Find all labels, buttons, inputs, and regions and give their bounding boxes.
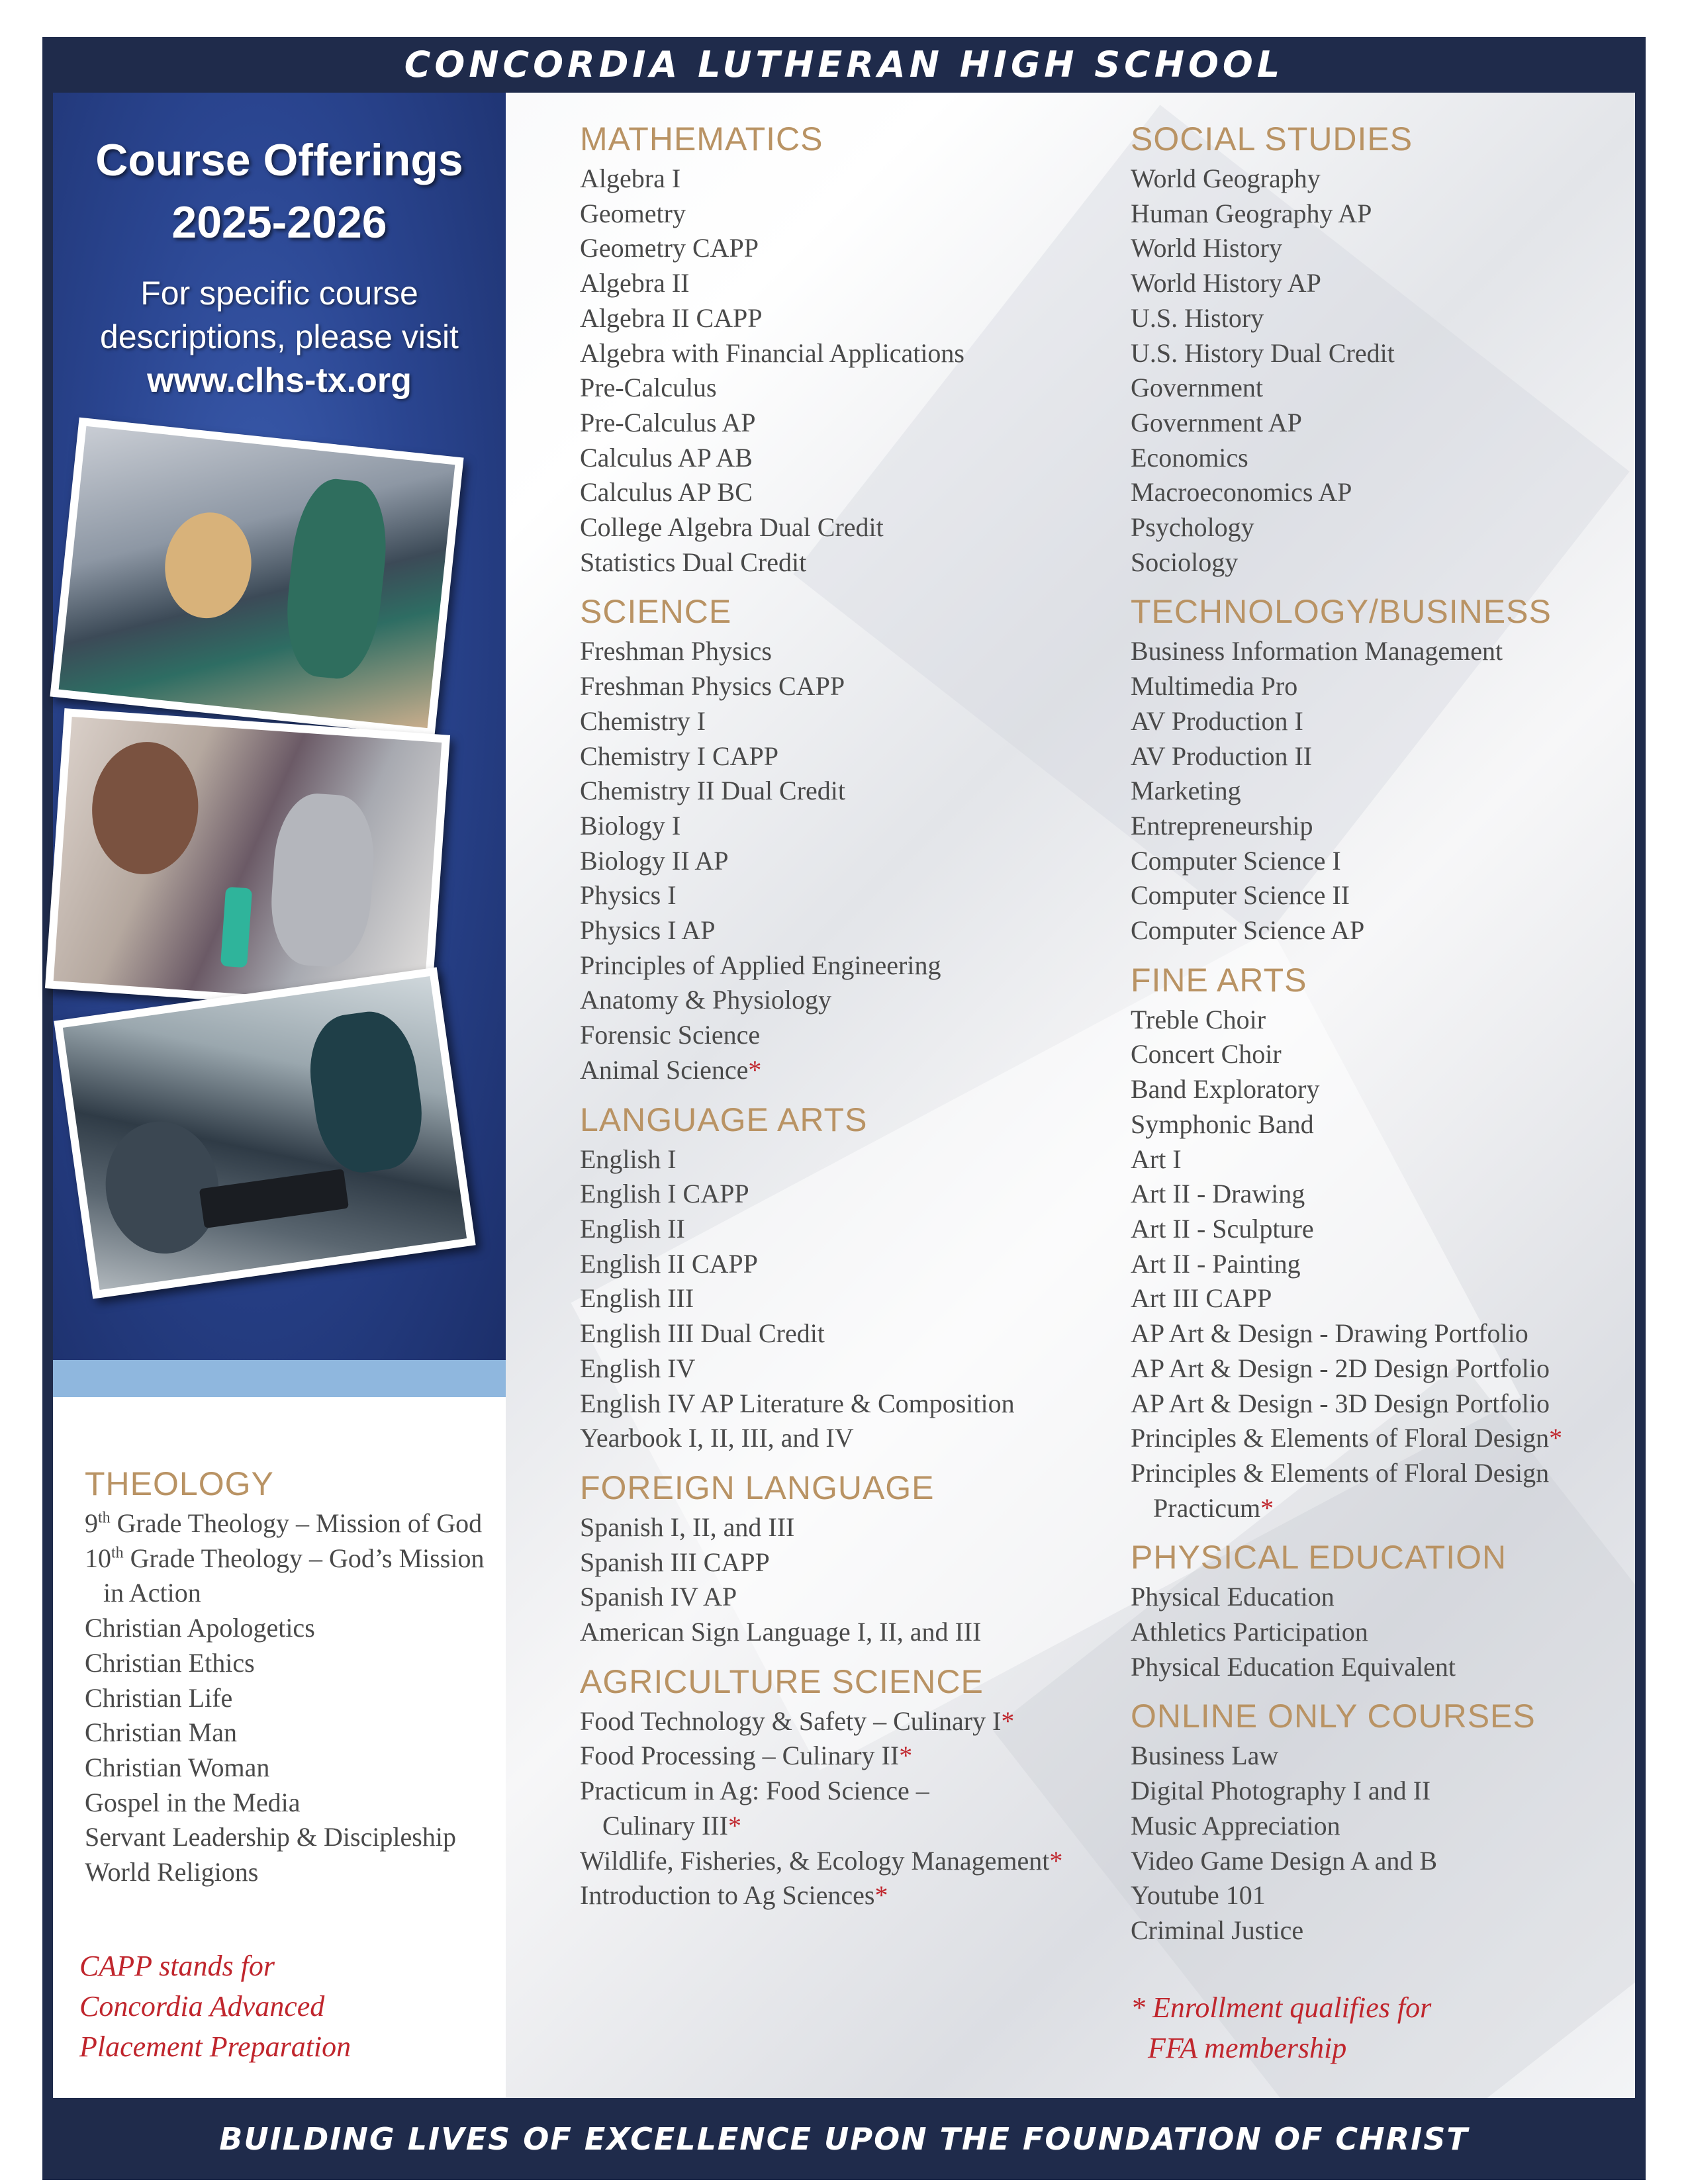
school-name: CONCORDIA LUTHERAN HIGH SCHOOL bbox=[404, 44, 1284, 85]
ffa-asterisk: * bbox=[1131, 1991, 1145, 2024]
course-item-label: Wildlife, Fisheries, & Ecology Management bbox=[580, 1845, 1050, 1876]
course-item bbox=[85, 1541, 495, 1611]
course-item: English I CAPP bbox=[580, 1179, 749, 1209]
course-item: Art I bbox=[1131, 1144, 1182, 1174]
course-item: Physics I AP bbox=[580, 915, 716, 946]
course-item-label: Introduction to Ag Sciences bbox=[580, 1880, 875, 1911]
course-item: English III bbox=[580, 1283, 694, 1314]
course-item-label: Practicum in Ag: Food Science – bbox=[580, 1776, 929, 1806]
course-item-label: Practicum bbox=[1153, 1492, 1261, 1523]
course-item: Art II - Painting bbox=[1131, 1248, 1301, 1279]
section-fine-arts bbox=[1131, 959, 1634, 1526]
course-item: American Sign Language I, II, and III bbox=[580, 1617, 982, 1647]
course-item: World History bbox=[1131, 233, 1282, 263]
section-title: TECHNOLOGY/BUSINESS bbox=[1131, 593, 1552, 631]
sidebar-note-line: descriptions, please visit bbox=[100, 318, 459, 355]
course-item: English IV bbox=[580, 1353, 696, 1383]
course-item: Forensic Science bbox=[580, 1020, 761, 1050]
footer-band bbox=[42, 2098, 1646, 2180]
section-title: FOREIGN LANGUAGE bbox=[580, 1469, 935, 1506]
course-item: Yearbook I, II, III, and IV bbox=[580, 1423, 854, 1453]
course-item: Chemistry I bbox=[580, 705, 706, 736]
capp-footnote-line: Concordia Advanced bbox=[79, 1990, 325, 2023]
course-item: Art II - Sculpture bbox=[1131, 1213, 1314, 1244]
course-item: Athletics Participation bbox=[1131, 1617, 1368, 1647]
classroom-photo-image bbox=[59, 426, 455, 728]
course-item-continuation bbox=[580, 1809, 1096, 1844]
ffa-asterisk: * bbox=[1549, 1423, 1563, 1453]
course-item: Algebra with Financial Applications bbox=[580, 338, 964, 368]
flyer-year: 2025-2026 bbox=[171, 197, 387, 248]
course-item bbox=[580, 1739, 1096, 1774]
course-item: Anatomy & Physiology bbox=[580, 985, 832, 1015]
course-item: AV Production I bbox=[1131, 705, 1303, 736]
sidebar-note-line: For specific course bbox=[140, 275, 418, 312]
course-item: Servant Leadership & Discipleship bbox=[85, 1822, 456, 1852]
course-item bbox=[1131, 1456, 1634, 1525]
course-item-continuation: in Action bbox=[103, 1578, 201, 1608]
course-item: World Geography bbox=[1131, 163, 1321, 193]
course-item: Business Information Management bbox=[1131, 636, 1503, 666]
course-item: Computer Science II bbox=[1131, 880, 1350, 911]
grade-number: 10 bbox=[85, 1543, 111, 1573]
course-item: U.S. History bbox=[1131, 302, 1264, 333]
course-item: Macroeconomics AP bbox=[1131, 477, 1352, 508]
course-item: Algebra II bbox=[580, 268, 690, 298]
course-item: Youtube 101 bbox=[1131, 1880, 1266, 1911]
right-column bbox=[1131, 118, 1634, 1959]
course-item: Business Law bbox=[1131, 1741, 1279, 1771]
course-item: Principles of Applied Engineering bbox=[580, 950, 941, 980]
section-title: MATHEMATICS bbox=[580, 120, 823, 158]
course-item bbox=[580, 1844, 1096, 1879]
course-item-label: Culinary III bbox=[602, 1810, 728, 1841]
course-item: AP Art & Design - Drawing Portfolio bbox=[1131, 1318, 1528, 1349]
course-item: Chemistry II Dual Credit bbox=[580, 776, 846, 806]
course-item bbox=[85, 1506, 495, 1541]
course-item: Human Geography AP bbox=[1131, 198, 1372, 228]
course-item bbox=[580, 1878, 1096, 1913]
course-item: Statistics Dual Credit bbox=[580, 547, 807, 577]
course-item bbox=[580, 1774, 1096, 1843]
photo-figure bbox=[303, 1006, 430, 1178]
floral-design-photo bbox=[45, 708, 450, 1015]
course-item: English IV AP Literature & Composition bbox=[580, 1388, 1015, 1418]
course-item: Band Exploratory bbox=[1131, 1074, 1320, 1105]
students-laptop-photo-image bbox=[63, 976, 467, 1290]
section-physical-education bbox=[1131, 1536, 1634, 1684]
photo-figure bbox=[267, 791, 378, 970]
section-title: SOCIAL STUDIES bbox=[1131, 120, 1413, 158]
ffa-asterisk: * bbox=[748, 1054, 762, 1085]
course-item: Biology I bbox=[580, 810, 681, 841]
course-item-label: Principles & Elements of Floral Design bbox=[1131, 1423, 1550, 1453]
course-item: Video Game Design A and B bbox=[1131, 1845, 1438, 1876]
students-laptop-photo bbox=[54, 967, 475, 1298]
ordinal-suffix: th bbox=[111, 1544, 124, 1562]
course-item: Freshman Physics CAPP bbox=[580, 671, 845, 702]
ffa-asterisk: * bbox=[899, 1741, 913, 1771]
course-item: Christian Woman bbox=[85, 1752, 270, 1782]
course-item: Chemistry I CAPP bbox=[580, 741, 779, 771]
course-item: Gospel in the Media bbox=[85, 1787, 301, 1817]
course-item bbox=[1131, 1421, 1634, 1456]
course-item: World History AP bbox=[1131, 268, 1321, 298]
course-item: Psychology bbox=[1131, 512, 1254, 543]
section-language-arts bbox=[580, 1099, 1096, 1456]
course-item: Sociology bbox=[1131, 547, 1239, 577]
course-item: Art II - Drawing bbox=[1131, 1179, 1305, 1209]
course-item: U.S. History Dual Credit bbox=[1131, 338, 1395, 368]
course-item bbox=[580, 1053, 1096, 1088]
course-item: Economics bbox=[1131, 442, 1248, 473]
course-item: Algebra I bbox=[580, 163, 681, 193]
course-item: Geometry bbox=[580, 198, 686, 228]
course-item: Concert Choir bbox=[1131, 1039, 1282, 1069]
course-item: English II CAPP bbox=[580, 1248, 758, 1279]
course-item: English I bbox=[580, 1144, 677, 1174]
ffa-asterisk: * bbox=[1049, 1845, 1063, 1876]
flyer-title bbox=[53, 129, 506, 253]
course-item: Symphonic Band bbox=[1131, 1109, 1314, 1139]
ordinal-suffix: th bbox=[98, 1509, 111, 1527]
header-band bbox=[42, 37, 1646, 93]
middle-column bbox=[580, 118, 1096, 1924]
course-item: Computer Science I bbox=[1131, 845, 1341, 876]
footer-tagline: BUILDING LIVES OF EXCELLENCE UPON THE FOUNDATION OF CHRIST bbox=[219, 2121, 1469, 2157]
course-item: Marketing bbox=[1131, 776, 1241, 806]
course-item-label: Grade Theology – Mission of God bbox=[110, 1508, 483, 1538]
course-item bbox=[580, 1704, 1096, 1739]
section-title: PHYSICAL EDUCATION bbox=[1131, 1539, 1507, 1576]
section-foreign-language bbox=[580, 1467, 1096, 1650]
course-item: Treble Choir bbox=[1131, 1004, 1266, 1034]
ffa-footnote-line: FFA membership bbox=[1148, 2032, 1347, 2064]
course-item: Christian Ethics bbox=[85, 1647, 255, 1678]
section-science bbox=[580, 590, 1096, 1087]
section-title: LANGUAGE ARTS bbox=[580, 1101, 868, 1138]
photo-figure bbox=[220, 887, 252, 968]
course-item: Freshman Physics bbox=[580, 636, 772, 666]
course-item: Music Appreciation bbox=[1131, 1810, 1340, 1841]
course-item-label: Grade Theology – God’s Mission bbox=[123, 1543, 485, 1573]
flyer-title-line: Course Offerings bbox=[95, 135, 463, 185]
capp-footnote-line: Placement Preparation bbox=[79, 2030, 352, 2063]
website-link[interactable]: www.clhs-tx.org bbox=[147, 361, 412, 400]
course-item-continuation bbox=[1131, 1491, 1634, 1526]
course-item: Art III CAPP bbox=[1131, 1283, 1272, 1314]
course-item-label: Animal Science bbox=[580, 1054, 749, 1085]
course-item: AP Art & Design - 3D Design Portfolio bbox=[1131, 1388, 1550, 1418]
course-item: Christian Life bbox=[85, 1682, 233, 1713]
section-online-only bbox=[1131, 1695, 1634, 1948]
grade-number: 9 bbox=[85, 1508, 98, 1538]
section-title: FINE ARTS bbox=[1131, 961, 1307, 999]
photo-figure bbox=[199, 1169, 349, 1228]
course-item: Physical Education bbox=[1131, 1582, 1335, 1612]
course-item: English II bbox=[580, 1213, 685, 1244]
course-item: Spanish III CAPP bbox=[580, 1547, 770, 1577]
section-title: SCIENCE bbox=[580, 593, 732, 631]
section-theology bbox=[85, 1463, 495, 1890]
course-item: Geometry CAPP bbox=[580, 233, 759, 263]
section-title: AGRICULTURE SCIENCE bbox=[580, 1662, 984, 1700]
course-item: AP Art & Design - 2D Design Portfolio bbox=[1131, 1353, 1550, 1383]
course-item: Calculus AP BC bbox=[580, 477, 753, 508]
ffa-asterisk: * bbox=[1001, 1706, 1015, 1736]
ffa-footnote-line bbox=[1131, 1987, 1594, 2028]
course-item: Physical Education Equivalent bbox=[1131, 1651, 1456, 1682]
course-item: Christian Apologetics bbox=[85, 1613, 315, 1643]
photo-figure bbox=[280, 475, 393, 682]
course-item: Government AP bbox=[1131, 407, 1302, 437]
sidebar-note bbox=[53, 271, 506, 359]
ffa-footnote bbox=[1131, 1987, 1594, 2068]
classroom-photo bbox=[50, 418, 463, 737]
course-item: Multimedia Pro bbox=[1131, 671, 1298, 702]
section-technology-business bbox=[1131, 590, 1634, 948]
course-item: Pre-Calculus AP bbox=[580, 407, 756, 437]
capp-footnote-line: CAPP stands for bbox=[79, 1950, 275, 1982]
section-mathematics bbox=[580, 118, 1096, 580]
ffa-footnote-text: Enrollment qualifies for bbox=[1145, 1991, 1432, 2024]
course-item: Pre-Calculus bbox=[580, 373, 717, 403]
course-item: Digital Photography I and II bbox=[1131, 1776, 1431, 1806]
course-item: Calculus AP AB bbox=[580, 442, 753, 473]
course-item: Government bbox=[1131, 373, 1263, 403]
floral-design-photo-image bbox=[54, 717, 442, 1007]
course-item: College Algebra Dual Credit bbox=[580, 512, 884, 543]
ffa-asterisk: * bbox=[1260, 1492, 1274, 1523]
course-item-label: Food Processing – Culinary II bbox=[580, 1741, 900, 1771]
course-item: Biology II AP bbox=[580, 845, 729, 876]
course-item: Algebra II CAPP bbox=[580, 302, 763, 333]
section-title: ONLINE ONLY COURSES bbox=[1131, 1698, 1536, 1735]
course-item: World Religions bbox=[85, 1857, 259, 1888]
sidebar-accent-strip bbox=[53, 1360, 506, 1397]
course-item: Spanish I, II, and III bbox=[580, 1512, 795, 1542]
course-item: Entrepreneurship bbox=[1131, 810, 1313, 841]
course-item-label: Principles & Elements of Floral Design bbox=[1131, 1457, 1550, 1488]
theology-column bbox=[85, 1463, 495, 1901]
course-item: Christian Man bbox=[85, 1717, 237, 1748]
course-item: Spanish IV AP bbox=[580, 1582, 737, 1612]
section-social-studies bbox=[1131, 118, 1634, 580]
course-item: Computer Science AP bbox=[1131, 915, 1365, 946]
ffa-asterisk: * bbox=[874, 1880, 888, 1911]
course-item: AV Production II bbox=[1131, 741, 1313, 771]
capp-footnote bbox=[79, 1946, 503, 2067]
course-item: Physics I bbox=[580, 880, 677, 911]
photo-figure bbox=[87, 739, 203, 878]
photo-figure bbox=[160, 508, 256, 623]
course-item: Criminal Justice bbox=[1131, 1915, 1304, 1945]
course-item-label: Food Technology & Safety – Culinary I bbox=[580, 1706, 1002, 1736]
course-item: English III Dual Credit bbox=[580, 1318, 825, 1349]
section-title: THEOLOGY bbox=[85, 1465, 274, 1502]
section-agriculture-science bbox=[580, 1661, 1096, 1913]
ffa-asterisk: * bbox=[727, 1810, 741, 1841]
